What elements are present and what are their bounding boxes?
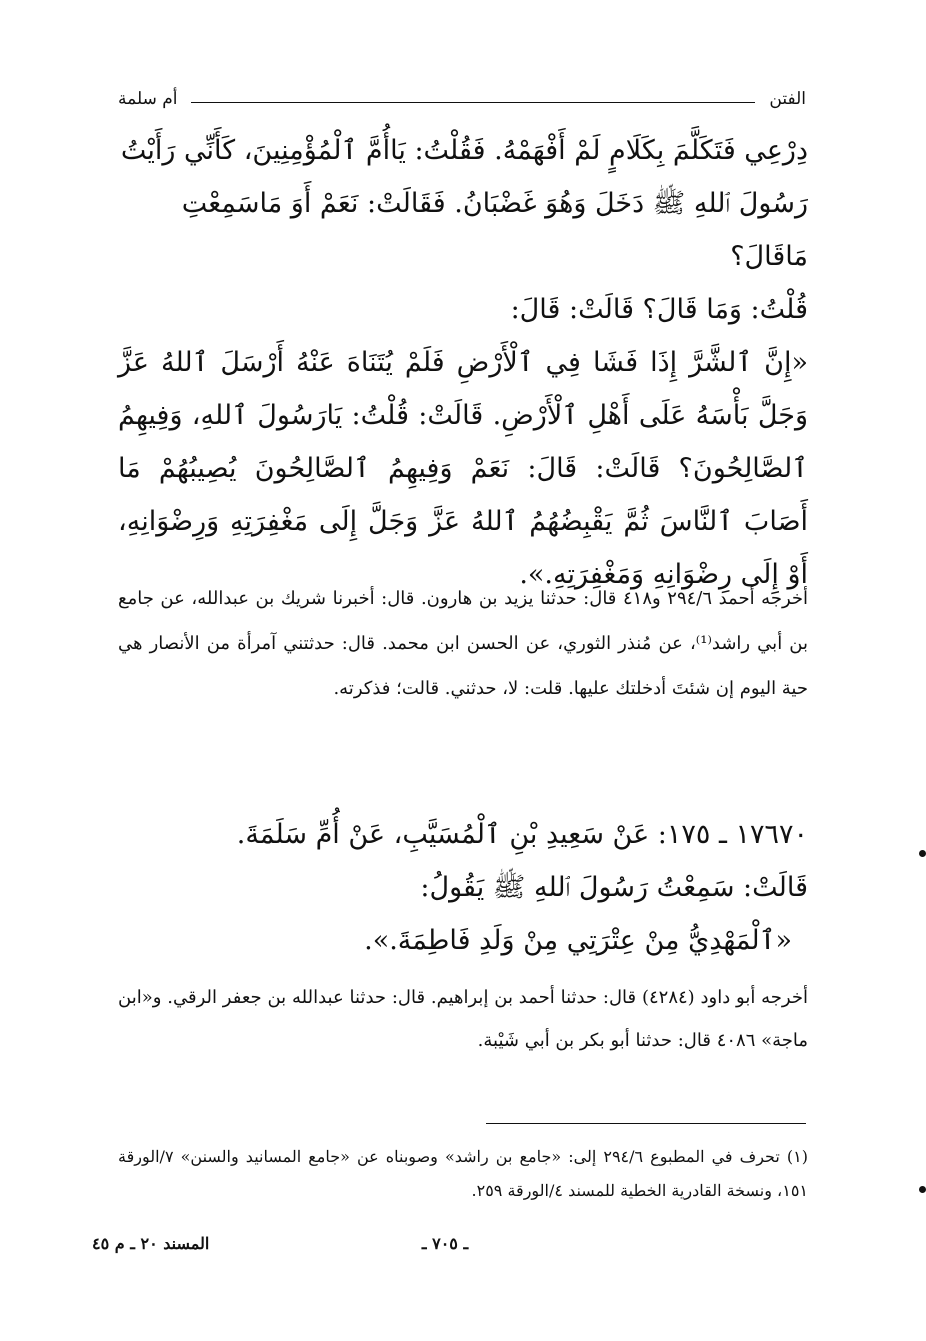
hadith-line: رَسُولَ ٱللهِ ﷺ دَخَلَ وَهُوَ غَضْبَانُ. فَقَالَتْ: نَعَمْ أَوَ مَاسَمِعْتِ مَاقَالَ؟	[181, 188, 808, 272]
hadith-line: قَالَتْ: سَمِعْتُ رَسُولَ ٱللهِ ﷺ يَقُولُ:	[420, 872, 808, 903]
takhrij-paragraph: أخرجه أبو داود (٤٢٨٤) قال: حدثنا أحمد بن إبراهيم. قال: حدثنا عبدالله بن جعفر الرقي. و«ابن ماجة» ٤٠٨٦ قال: حدثنا أبو بكر بن أبي شَيْبة.	[118, 987, 808, 1051]
margin-dot	[919, 850, 926, 857]
margin-dot	[919, 1186, 926, 1193]
signature-mark: المسند ٢٠ ـ م ٤٥	[92, 1234, 210, 1253]
hadith-line: قُلْتُ: وَمَا قَالَ؟ قَالَتْ: قَالَ:	[510, 294, 808, 325]
hadith-quote: «إِنَّ ٱلشَّرَّ إِذَا فَشَا فِي ٱلْأَرْضِ فَلَمْ يُتَنَاهَ عَنْهُ أَرْسَلَ ٱللهُ عَزَّ وَجَلَّ بَأْسَهُ عَلَى أَهْلِ ٱلْأَرْضِ. قَالَتْ: قُلْتُ: يَارَسُولَ ٱللهِ، وَفِيهِمُ ٱلصَّالِحُونَ؟ قَالَتْ: قَالَ: نَعَمْ وَفِيهِمُ ٱلصَّالِحُونَ يُصِيبُهُمْ مَا أَصَابَ ٱلنَّاسَ ثُمَّ يَقْبِضُهُمُ ٱللهُ عَزَّ وَجَلَّ إِلَى مَغْفِرَتِهِ وَرِضْوَانِهِ، أَوْ إِلَى رِضْوَانِهِ وَمَغْفِرَتِهِ.».	[118, 347, 808, 590]
takhrij-paragraph: أخرجه أحمد ٢٩٤/٦ و٤١٨ قال: حدثنا يزيد بن هارون. قال: أخبرنا شريك بن عبدالله، عن جامع بن أبي راشد⁽¹⁾، عن مُنذر الثوري، عن الحسن ابن محمد. قال: حدثتني آمرأة من الأنصار هي حية اليوم إن شئتَ أدخلتك عليها. قلت: لا، حدثني. قالت؛ فذكرته.	[118, 588, 809, 699]
hadith-number-line: ١٧٦٧٠ ـ ١٧٥: عَنْ سَعِيدِ بْنِ ٱلْمُسَيَّبِ، عَنْ أُمِّ سَلَمَةَ.	[236, 819, 808, 850]
page-number: ـ ٧٠٥ ـ	[421, 1234, 469, 1253]
header-section: أم سلمة	[118, 89, 178, 109]
hadith-text	[118, 124, 808, 601]
hadith-line: دِرْعِي فَتَكَلَّمَ بِكَلَامٍ لَمْ أَفْهَمْهُ. فَقُلْتُ: يَاأُمَّ ٱلْمُؤْمِنِينَ، كَأَنِّي رَأَيْتُ	[120, 135, 808, 166]
hadith-entry	[118, 808, 808, 967]
footnote: (١) تحرف في المطبوع ٢٩٤/٦ إلى: «جامع بن راشد» وصوبناه عن «جامع المسانيد والسنن» ٧/الورقة ١٥١، ونسخة القادرية الخطية للمسند ٤/الورقة ٢٥٩.	[118, 1147, 808, 1200]
running-header	[118, 84, 806, 114]
header-chapter: الفتن	[769, 89, 806, 109]
footnote-divider	[486, 1123, 806, 1124]
header-rule	[191, 102, 755, 103]
page-footer	[80, 1234, 810, 1264]
hadith-quote: «ٱلْمَهْدِيُّ مِنْ عِتْرَتِي مِنْ وَلَدِ فَاطِمَةَ.».	[364, 925, 792, 956]
